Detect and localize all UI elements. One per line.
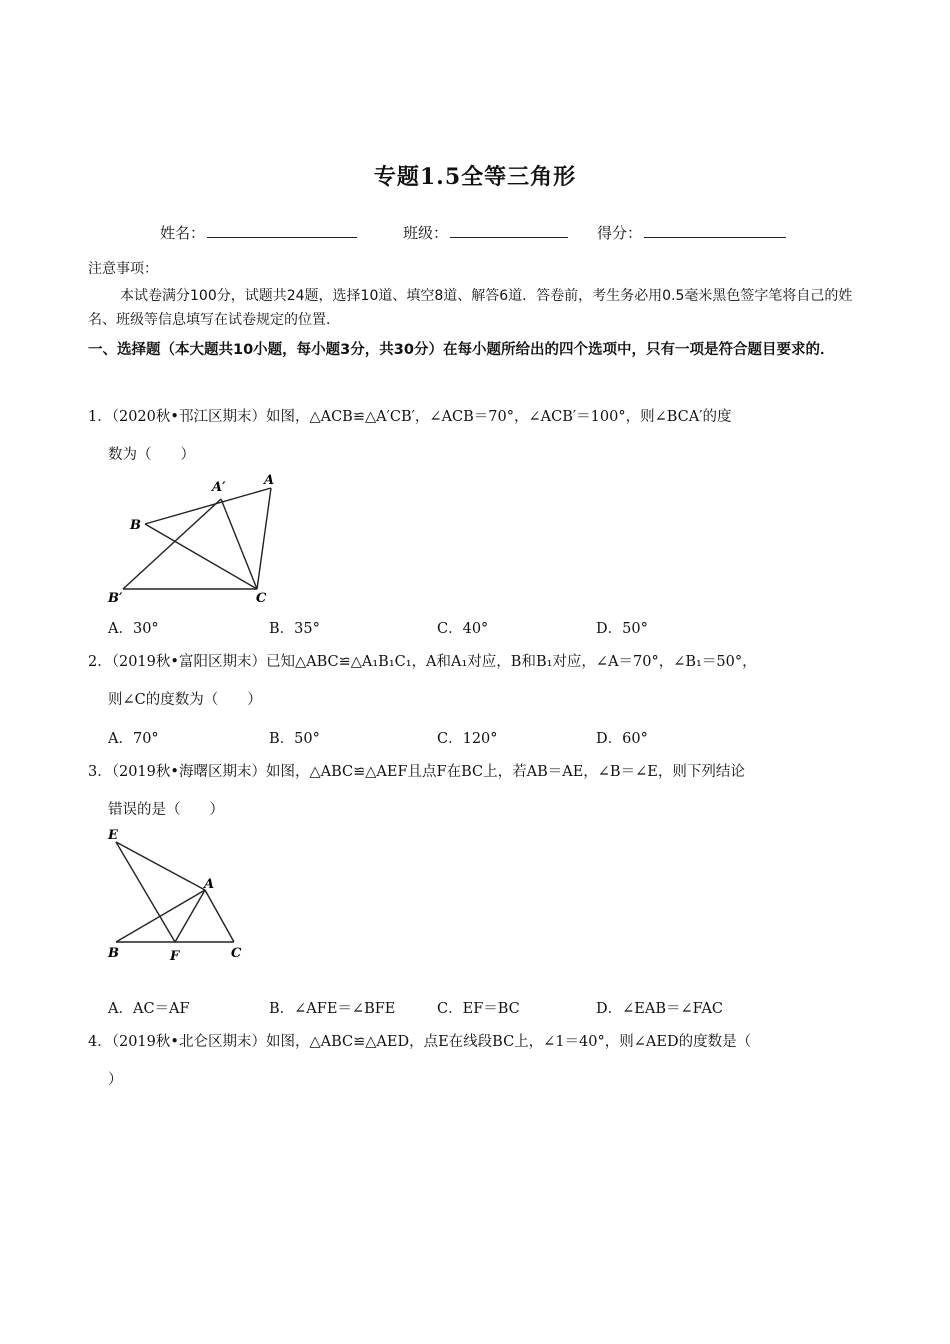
- class-field: [403, 222, 568, 243]
- class-label: 班级：: [403, 224, 449, 242]
- question-3-figure: [100, 822, 260, 967]
- question-2-options: [108, 727, 868, 748]
- question-1-figure: [100, 468, 290, 608]
- q1-option-a[interactable]: A．30°: [108, 621, 159, 637]
- question-4-line1: 4．（2019秋•北仑区期末）如图，△ABC≌△AED，点E在线段BC上，∠1＝40°，则∠AED的度数是（: [88, 1034, 752, 1050]
- notes-heading: 注意事项：: [88, 261, 158, 277]
- q3-option-a[interactable]: A．AC＝AF: [108, 1001, 190, 1017]
- q2-option-a[interactable]: A．70°: [108, 731, 159, 747]
- q3-option-c[interactable]: C．EF＝BC: [437, 1001, 520, 1017]
- name-field: [160, 222, 357, 243]
- page-title: 专题1.5全等三角形: [373, 164, 577, 190]
- q1-label-b: B: [130, 518, 141, 533]
- q3-line-ac: [205, 890, 234, 942]
- question-1: [88, 402, 868, 470]
- class-blank[interactable]: [450, 223, 568, 238]
- question-4-line2: ）: [108, 1072, 123, 1088]
- q1-option-c[interactable]: C．40°: [437, 621, 489, 637]
- q1-label-a: A: [264, 473, 275, 488]
- question-1-line1: 1．（2020秋•邗江区期末）如图，△ACB≌△A′CB′，∠ACB＝70°，∠ACB′＝100°，则∠BCA′的度: [88, 409, 732, 425]
- q2-option-c[interactable]: C．120°: [437, 731, 498, 747]
- question-4: [88, 1027, 868, 1095]
- question-3-line2: 错误的是（ ）: [108, 802, 224, 818]
- q3-label-e: E: [108, 828, 118, 843]
- q2-option-b[interactable]: B．50°: [269, 731, 320, 747]
- question-2-line1: 2．（2019秋•富阳区期末）已知△ABC≌△A₁B₁C₁，A和A₁对应，B和B₁对应，∠A＝70°，∠B₁＝50°，: [88, 654, 757, 670]
- notes-text: 本试卷满分100分，试题共24题，选择10道、填空8道、解答6道．答卷前，考生务必用0.5毫米黑色签字笔将自己的姓名、班级等信息填写在试卷规定的位置．: [88, 288, 853, 328]
- q1-line-a1c: [221, 499, 257, 589]
- q3-label-a: A: [204, 877, 215, 892]
- q1-option-d[interactable]: D．50°: [596, 621, 648, 637]
- question-3-options: [108, 997, 868, 1018]
- question-1-options: [108, 617, 868, 638]
- q3-option-b[interactable]: B．∠AFE＝∠BFE: [269, 1001, 396, 1017]
- q2-option-d[interactable]: D．60°: [596, 731, 648, 747]
- question-3: [88, 757, 868, 825]
- q1-line-b1a1: [123, 499, 221, 589]
- q3-line-ef: [116, 842, 175, 942]
- q3-option-d[interactable]: D．∠EAB＝∠FAC: [596, 1001, 724, 1017]
- question-3-line1: 3．（2019秋•海曙区期末）如图，△ABC≌△AEF且点F在BC上，若AB＝AE，∠B＝∠E，则下列结论: [88, 764, 745, 780]
- q3-line-af: [175, 890, 205, 942]
- score-blank[interactable]: [644, 223, 786, 238]
- q1-label-a1: A′: [212, 480, 226, 495]
- q1-line-bc: [145, 524, 257, 589]
- q1-option-b[interactable]: B．35°: [269, 621, 320, 637]
- q1-line-ac: [257, 488, 271, 589]
- question-1-line2: 数为（ ）: [108, 447, 195, 463]
- name-blank[interactable]: [207, 223, 357, 238]
- q3-line-ab: [116, 890, 205, 942]
- question-2-line2: 则∠C的度数为（ ）: [108, 692, 262, 708]
- q1-label-b1: B′: [108, 591, 123, 606]
- section-title: 一、选择题（本大题共10小题，每小题3分，共30分）在每小题所给出的四个选项中，只有一项是符合题目要求的．: [88, 342, 835, 358]
- q3-label-c: C: [231, 946, 242, 961]
- q1-label-c: C: [256, 591, 267, 606]
- name-label: 姓名：: [160, 224, 206, 242]
- q1-line-ba: [145, 488, 271, 524]
- q3-label-f: F: [170, 949, 180, 964]
- score-field: [597, 222, 786, 243]
- q3-label-b: B: [108, 946, 119, 961]
- question-2: [88, 647, 868, 715]
- score-label: 得分：: [597, 224, 643, 242]
